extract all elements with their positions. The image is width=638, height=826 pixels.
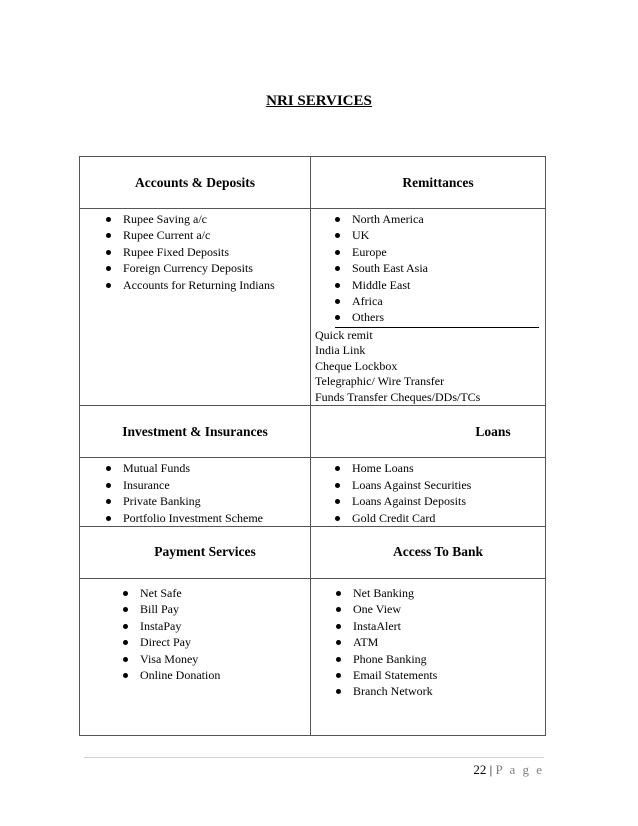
footer-separator: | [489, 762, 493, 777]
payment-cell [80, 578, 311, 735]
list-item: Bill Pay [140, 601, 310, 617]
access-cell [311, 578, 546, 735]
list-item: Direct Pay [140, 634, 310, 650]
accounts-heading: Accounts & Deposits [135, 174, 255, 190]
list-item: Foreign Currency Deposits [123, 260, 310, 276]
remittances-list [311, 209, 545, 326]
list-item: Email Statements [353, 667, 545, 683]
investment-heading: Investment & Insurances [122, 423, 268, 439]
list-item: Visa Money [140, 651, 310, 667]
list-item: Portfolio Investment Scheme [123, 510, 310, 526]
remittances-heading: Remittances [402, 174, 474, 190]
page-title: NRI SERVICES [266, 93, 372, 109]
payment-heading: Payment Services [154, 544, 256, 560]
access-heading: Access To Bank [392, 544, 484, 560]
page-number: 22 [473, 762, 487, 777]
footer-divider [84, 757, 544, 758]
list-item: Gold Credit Card [352, 510, 545, 526]
list-item: Insurance [123, 477, 310, 493]
investment-list [80, 458, 310, 526]
list-item: Branch Network [353, 683, 545, 699]
list-item: Rupee Fixed Deposits [123, 244, 310, 260]
payment-heading-cell [80, 526, 311, 578]
list-item: North America [352, 211, 545, 227]
list-item: Mutual Funds [123, 460, 310, 476]
list-item: Loans Against Deposits [352, 493, 545, 509]
list-item: Quick remit [315, 327, 373, 342]
remittance-methods [311, 328, 545, 406]
list-item: Private Banking [123, 493, 310, 509]
list-item: Net Safe [140, 585, 310, 601]
list-item: South East Asia [352, 260, 545, 276]
page-footer [473, 762, 544, 778]
list-item: One View [353, 601, 545, 617]
remittances-cell [311, 209, 546, 406]
list-item: Funds Transfer Cheques/DDs/TCs [315, 389, 481, 404]
remittances-heading-cell [311, 157, 546, 209]
accounts-list [80, 209, 310, 293]
list-item: InstaPay [140, 618, 310, 634]
list-item: Africa [352, 293, 545, 309]
list-item: Middle East [352, 277, 545, 293]
accounts-heading-cell [80, 157, 311, 209]
payment-list [80, 579, 310, 683]
accounts-cell [80, 209, 311, 406]
list-item: InstaAlert [353, 618, 545, 634]
list-item: Accounts for Returning Indians [123, 277, 310, 293]
list-item: Others [352, 309, 545, 325]
investment-cell [80, 458, 311, 527]
services-table [79, 156, 546, 736]
list-item: Phone Banking [353, 651, 545, 667]
page-label: P a g e [495, 762, 544, 777]
list-item: Home Loans [352, 460, 545, 476]
list-item: Cheque Lockbox [315, 358, 398, 373]
loans-list [311, 458, 545, 526]
list-item: Loans Against Securities [352, 477, 545, 493]
investment-heading-cell [80, 406, 311, 458]
access-heading-cell [311, 526, 546, 578]
list-item: India Link [315, 343, 366, 358]
list-item: Online Donation [140, 667, 310, 683]
list-item: ATM [353, 634, 545, 650]
list-item: Net Banking [353, 585, 545, 601]
loans-cell [311, 458, 546, 527]
list-item: Rupee Saving a/c [123, 211, 310, 227]
loans-heading-cell [311, 406, 546, 458]
list-item: Telegraphic/ Wire Transfer [315, 374, 445, 389]
access-list [311, 579, 545, 700]
loans-heading: Loans [475, 423, 511, 439]
list-item: UK [352, 227, 545, 243]
list-item: Rupee Current a/c [123, 227, 310, 243]
list-item: Europe [352, 244, 545, 260]
